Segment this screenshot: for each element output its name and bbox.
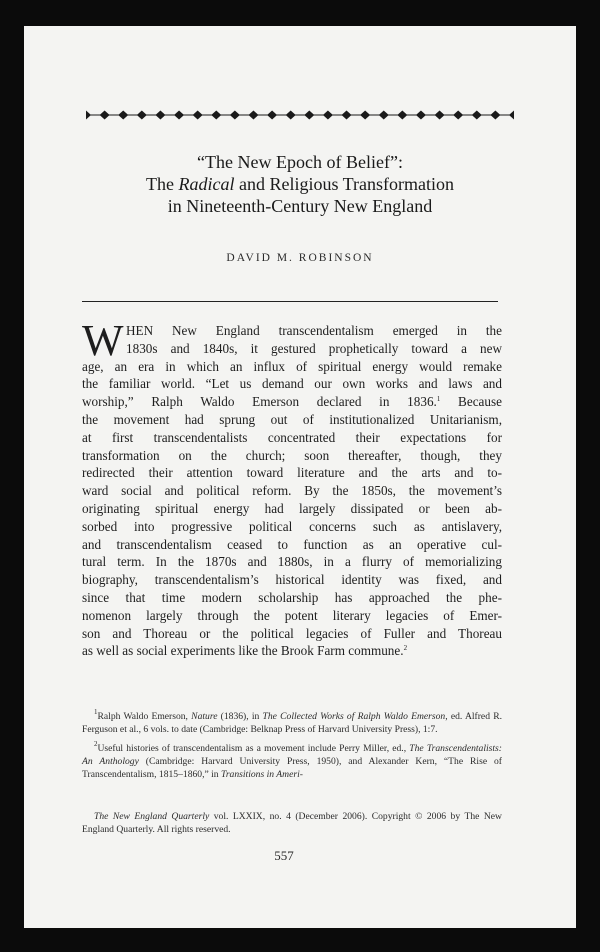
body-paragraph bbox=[82, 316, 502, 660]
ornament-diamond bbox=[248, 111, 258, 120]
footnote-2: $^2$Useful histories of transcendentalism as a movement include Perry Miller, ed., The Transcendentalists: An Anthology (Cambridge: Harvard University Press, 1950), and Alexander Kern, “The Rise of Transcendentalism, 1815–1860,” in Transitions in Ameri- bbox=[82, 740, 502, 780]
body-line: biography, transcendentalism’s historical identity was fixed, and bbox=[82, 572, 502, 588]
body-line: originating spiritual energy had largely dissipated or been ab- bbox=[82, 500, 502, 516]
drop-cap: W bbox=[82, 316, 124, 365]
body-line: the movement had sprung out of institutionalized Unitarianism, bbox=[82, 411, 502, 427]
footnote-1: $^1$Ralph Waldo Emerson, Nature (1836), in The Collected Works of Ralph Waldo Emerson, ed. Alfred R. Ferguson et al., 6 vols. to date (Cambridge: Belknap Press of Harvard University Press), 1:7. bbox=[82, 708, 502, 735]
ornament-diamond bbox=[211, 111, 221, 120]
body-line: as well as social experiments like the Brook Farm commune.$^2$ bbox=[82, 643, 408, 659]
ornament-diamond bbox=[509, 111, 514, 120]
page-number: 557 bbox=[274, 848, 294, 863]
body-line: tural term. In the 1870s and 1880s, in a flurry of memorializing bbox=[82, 554, 502, 570]
body-line: sorbed into progressive political concerns such as antislavery, bbox=[82, 518, 502, 534]
journal-name: The New England Quarterly bbox=[94, 811, 210, 822]
ornament-diamond bbox=[342, 111, 352, 120]
ornament-diamond bbox=[379, 111, 389, 120]
footnote-ref-1: 1 bbox=[436, 395, 441, 404]
ornament-diamond bbox=[137, 111, 147, 120]
author-name: DAVID M. ROBINSON bbox=[226, 252, 374, 264]
body-line: HEN New England transcendentalism emerged in the bbox=[126, 323, 502, 338]
title-emphasis: Radical bbox=[178, 174, 235, 194]
ornament-diamond bbox=[286, 111, 296, 120]
body-line: son and Thoreau or the political legacies of Fuller and Thoreau bbox=[82, 625, 502, 641]
copyright-notice bbox=[82, 810, 502, 836]
article-title bbox=[86, 151, 514, 217]
footnotes bbox=[82, 710, 502, 787]
copyright-line-1: The New England Quarterly vol. LXXIX, no. 4 (December 2006). Copyright © 2006 by The New bbox=[94, 811, 502, 822]
ornament-diamond bbox=[230, 111, 240, 120]
body-line: the familiar world. “Let us demand our own works and laws and bbox=[82, 376, 502, 392]
ornament-diamond bbox=[323, 111, 333, 120]
body-line: at first transcendentalists concentrated their expectations for bbox=[82, 429, 502, 445]
body-line: worship,” Ralph Waldo Emerson declared in 1836.$^1$ Because bbox=[82, 394, 502, 410]
ornament-diamond bbox=[193, 111, 203, 120]
title-line-2: The Radical and Religious Transformation bbox=[146, 174, 454, 194]
body-line: redirected their attention toward literature and the arts and to- bbox=[82, 465, 502, 481]
ornament-diamond bbox=[397, 111, 407, 120]
body-line: transformation on the church; soon thereafter, though, they bbox=[82, 447, 502, 463]
ornament-diamond bbox=[435, 111, 445, 120]
footnote-ref-2: 2 bbox=[403, 644, 408, 653]
ornament-diamond bbox=[360, 111, 370, 120]
horizontal-rule bbox=[82, 301, 498, 302]
ornament-diamond bbox=[416, 111, 426, 120]
title-line-1: “The New Epoch of Belief”: bbox=[197, 152, 403, 172]
title-line-3: in Nineteenth-Century New England bbox=[167, 196, 433, 216]
ornament-diamond bbox=[304, 111, 314, 120]
ornament-diamond bbox=[86, 111, 91, 120]
ornament-diamond bbox=[100, 111, 110, 120]
ornament-diamond bbox=[174, 111, 184, 120]
body-line: and transcendentalism ceased to function as an operative cul- bbox=[82, 536, 502, 552]
body-line: nomenon largely through the potent literary legacies of Emer- bbox=[82, 607, 502, 623]
body-line: since that time modern scholarship has approached the phe- bbox=[82, 589, 502, 605]
ornament-diamond bbox=[155, 111, 165, 120]
ornament-diamond bbox=[267, 111, 277, 120]
ornament-diamond bbox=[453, 111, 463, 120]
body-line: 1830s and 1840s, it gestured prophetically toward a new bbox=[126, 340, 502, 356]
body-line: ward social and political reform. By the 1850s, the movement’s bbox=[82, 483, 502, 499]
diamond-ornament-divider bbox=[86, 110, 514, 120]
ornament-diamond bbox=[118, 111, 128, 120]
copyright-line-2: England Quarterly. All rights reserved. bbox=[82, 824, 231, 835]
ornament-diamond bbox=[472, 111, 482, 120]
document-page bbox=[24, 26, 576, 928]
ornament-diamond bbox=[490, 111, 500, 120]
body-line: age, an era in which an influx of spiritual energy would remake bbox=[82, 358, 502, 374]
